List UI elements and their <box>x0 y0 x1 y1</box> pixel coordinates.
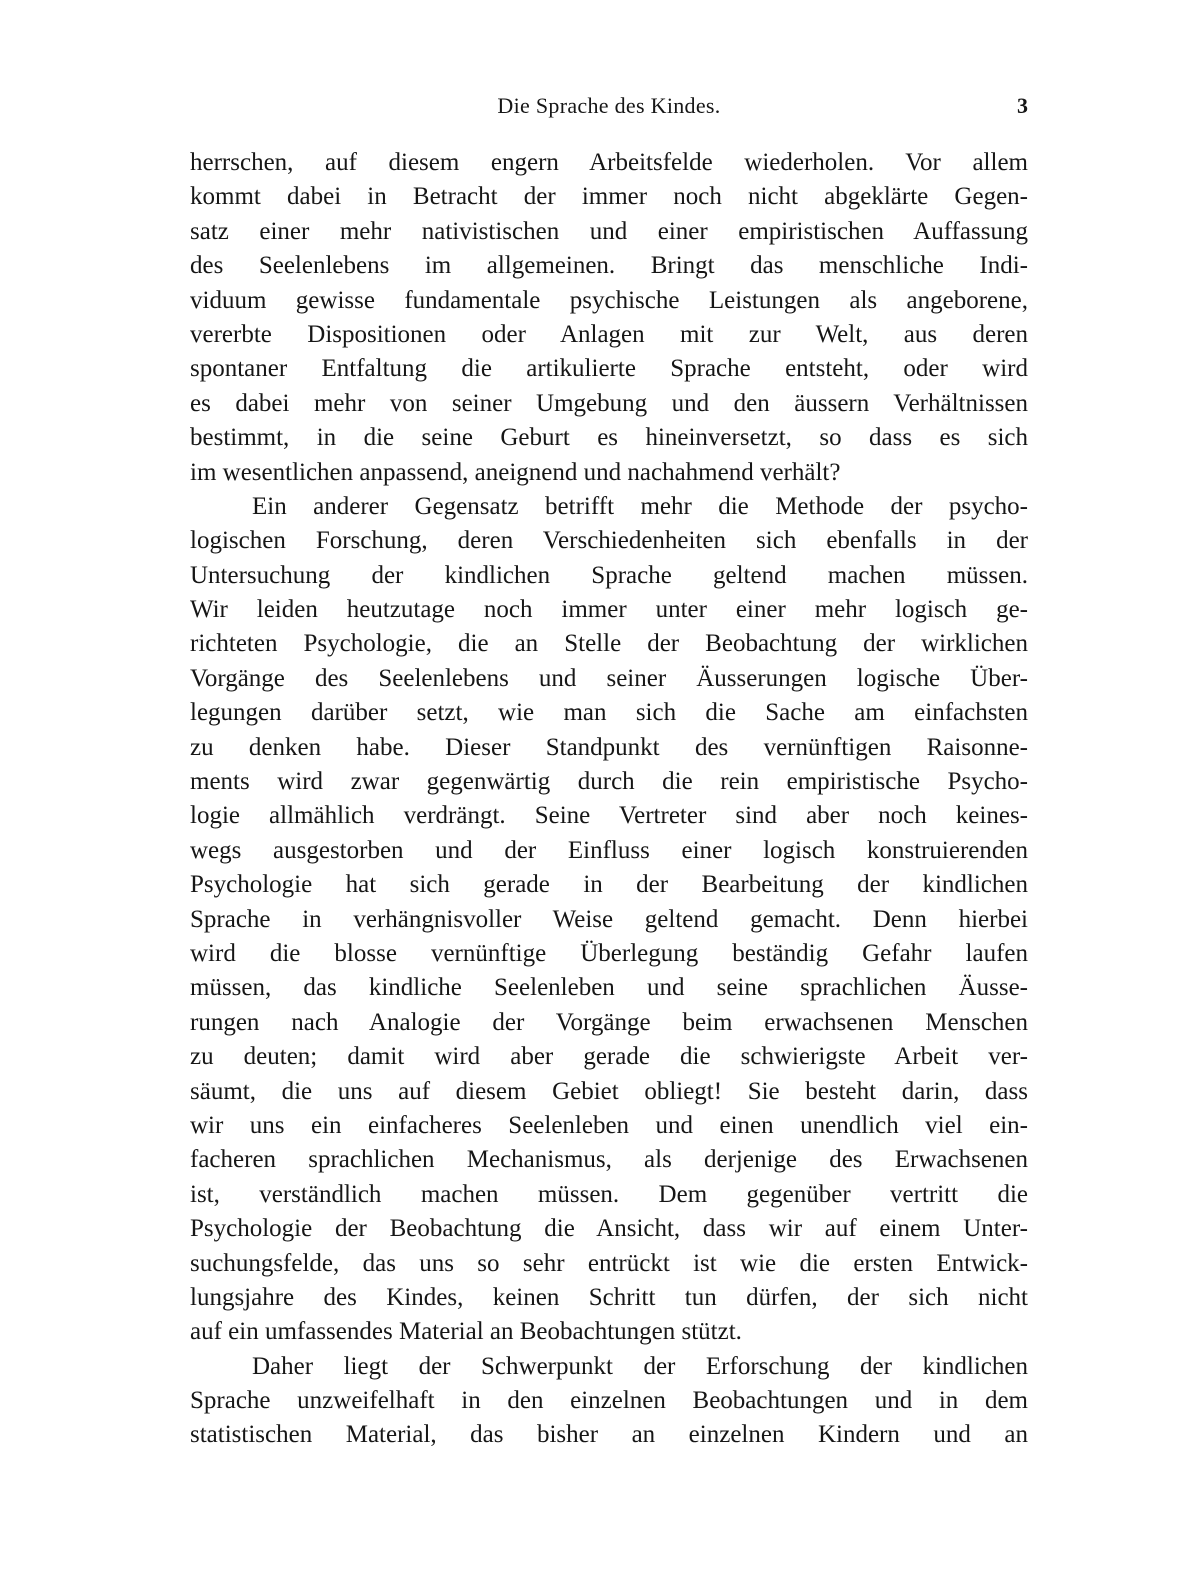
text-line: es dabei mehr von seiner Umgebung und den äussern Verhältnissen <box>190 389 1028 417</box>
text-line: vererbte Dispositionen oder Anlagen mit zur Welt, aus deren <box>190 320 1028 348</box>
text-line: ist, verständlich machen müssen. Dem gegenüber vertritt die <box>190 1180 1028 1208</box>
text-line: im wesentlichen anpassend, aneignend und nachahmend verhält? <box>190 458 841 486</box>
text-line: logie allmählich verdrängt. Seine Vertreter sind aber noch keines- <box>190 802 1028 830</box>
text-line: säumt, die uns auf diesem Gebiet obliegt! Sie besteht darin, dass <box>190 1077 1028 1105</box>
page-number: 3 <box>1017 93 1028 118</box>
text-line: facheren sprachlichen Mechanismus, als derjenige des Erwachsenen <box>190 1146 1028 1174</box>
text-line: ments wird zwar gegenwärtig durch die rein empiristische Psycho- <box>190 768 1028 796</box>
text-line: zu denken habe. Dieser Standpunkt des vernünftigen Raisonne- <box>190 733 1028 761</box>
text-line: auf ein umfassendes Material an Beobachtungen stützt. <box>190 1318 742 1346</box>
text-line: Sprache in verhängnisvoller Weise geltend gemacht. Denn hierbei <box>190 905 1028 933</box>
text-line: des Seelenlebens im allgemeinen. Bringt das menschliche Indi- <box>190 252 1028 280</box>
text-line: Wir leiden heutzutage noch immer unter einer mehr logisch ge- <box>190 596 1028 624</box>
text-line: Daher liegt der Schwerpunkt der Erforschung der kindlichen <box>252 1352 1028 1380</box>
text-line: zu deuten; damit wird aber gerade die schwierigste Arbeit ver- <box>190 1043 1028 1071</box>
running-title: Die Sprache des Kindes. <box>497 93 721 118</box>
text-line: kommt dabei in Betracht der immer noch nicht abgeklärte Gegen- <box>190 183 1028 211</box>
body-text <box>190 146 1028 1453</box>
text-line: Ein anderer Gegensatz betrifft mehr die Methode der psycho- <box>252 492 1028 520</box>
page-header <box>190 88 1028 124</box>
text-line: richteten Psychologie, die an Stelle der Beobachtung der wirklichen <box>190 630 1028 658</box>
text-line: bestimmt, in die seine Geburt es hineinversetzt, so dass es sich <box>190 424 1028 452</box>
text-line: wegs ausgestorben und der Einfluss einer logisch konstruierenden <box>190 836 1028 864</box>
text-line: spontaner Entfaltung die artikulierte Sprache entsteht, oder wird <box>190 355 1028 383</box>
text-line: suchungsfelde, das uns so sehr entrückt ist wie die ersten Entwick- <box>190 1249 1028 1277</box>
text-line: Psychologie hat sich gerade in der Bearbeitung der kindlichen <box>190 871 1028 899</box>
text-line: Vorgänge des Seelenlebens und seiner Äusserungen logische Über- <box>190 664 1028 692</box>
text-line: müssen, das kindliche Seelenleben und seine sprachlichen Äusse- <box>190 974 1028 1002</box>
text-line: logischen Forschung, deren Verschiedenheiten sich ebenfalls in der <box>190 527 1028 555</box>
text-line: herrschen, auf diesem engern Arbeitsfelde wiederholen. Vor allem <box>190 149 1028 176</box>
text-line: Sprache unzweifelhaft in den einzelnen Beobachtungen und in dem <box>190 1387 1028 1415</box>
text-line: wir uns ein einfacheres Seelenleben und einen unendlich viel ein- <box>190 1111 1028 1139</box>
text-line: legungen darüber setzt, wie man sich die Sache am einfachsten <box>190 699 1028 727</box>
text-line: rungen nach Analogie der Vorgänge beim erwachsenen Menschen <box>190 1008 1028 1036</box>
text-line: statistischen Material, das bisher an einzelnen Kindern und an <box>190 1421 1028 1449</box>
text-line: Untersuchung der kindlichen Sprache geltend machen müssen. <box>190 561 1028 589</box>
text-line: wird die blosse vernünftige Überlegung beständig Gefahr laufen <box>190 939 1028 967</box>
text-line: viduum gewisse fundamentale psychische Leistungen als angeborene, <box>190 286 1028 314</box>
text-line: lungsjahre des Kindes, keinen Schritt tun dürfen, der sich nicht <box>190 1283 1028 1311</box>
text-line: Psychologie der Beobachtung die Ansicht, dass wir auf einem Unter- <box>190 1215 1028 1243</box>
text-line: satz einer mehr nativistischen und einer empiristischen Auffassung <box>190 217 1028 245</box>
